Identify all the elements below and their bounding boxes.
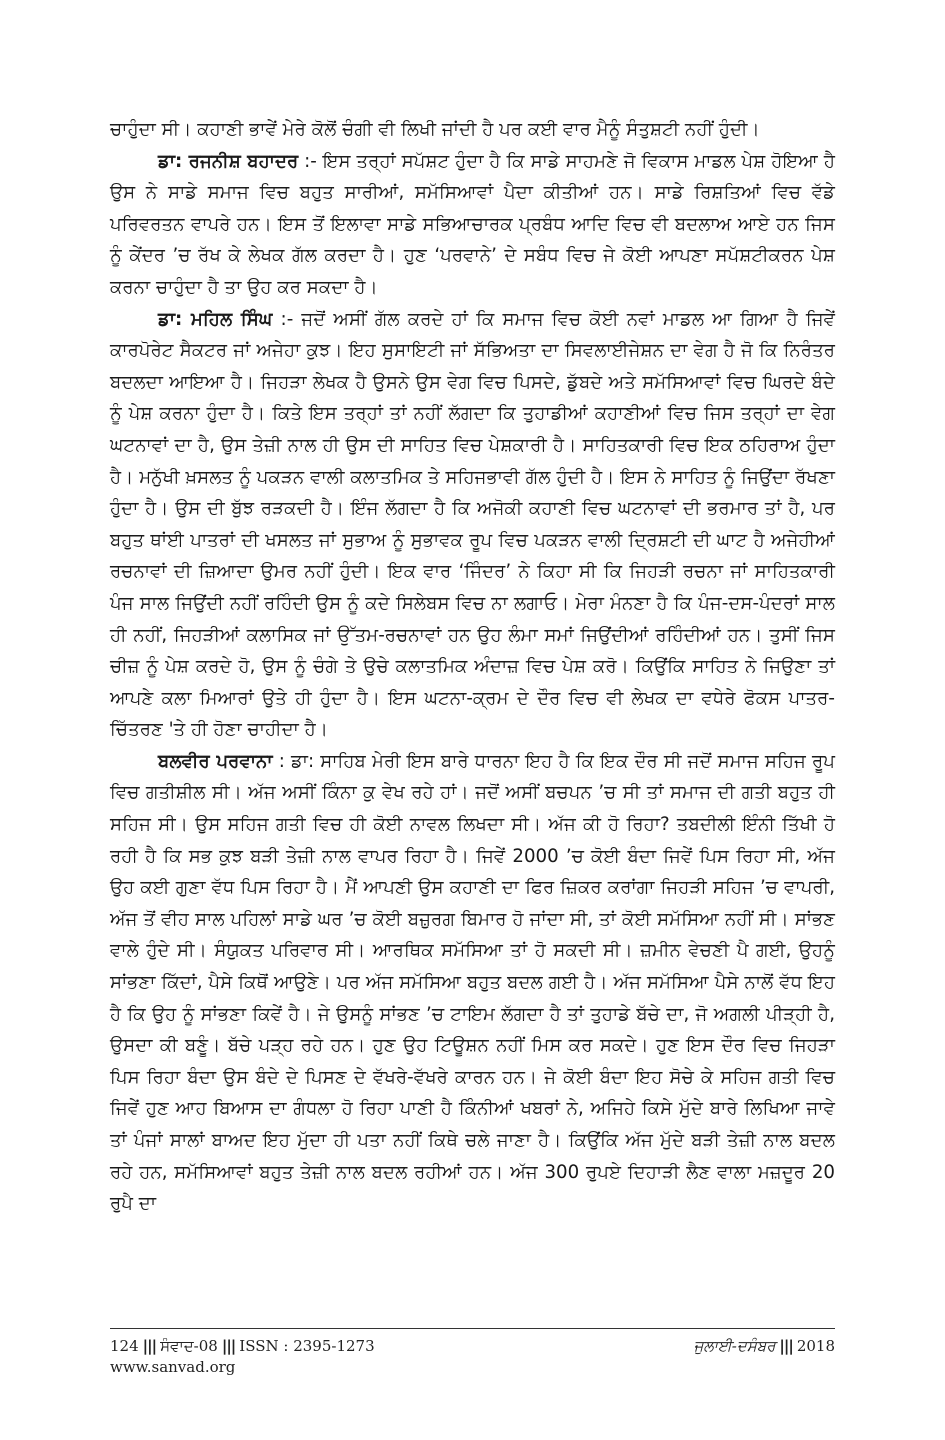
paragraph-mahil-singh [110,304,835,746]
speaker-name: ਡਾ: ਰਜਨੀਸ਼ ਬਹਾਦਰ [158,150,299,172]
website-link[interactable]: www.sanvad.org [110,1358,236,1376]
footer-separator: ||| [221,1337,236,1355]
footer-separator: ||| [779,1337,793,1355]
footer-right [694,1336,835,1357]
paragraph-balvir-parwana [110,746,835,1220]
paragraph-text: : ਡਾ: ਸਾਹਿਬ ਮੇਰੀ ਇਸ ਬਾਰੇ ਧਾਰਨਾ ਇਹ ਹੈ ਕਿ ਇਕ ਦੌਰ ਸੀ ਜਦੋਂ ਸਮਾਜ ਸਹਿਜ ਰੂਪ ਵਿਚ ਗਤੀਸ਼ੀਲ ਸੀ। ਅੱਜ ਅਸੀਂ ਕਿੰਨਾ ਕੁ ਵੇਖ ਰਹੇ ਹਾਂ। ਜਦੋਂ ਅਸੀਂ ਬਚਪਨ ’ਚ ਸੀ ਤਾਂ ਸਮਾਜ ਦੀ ਗਤੀ ਬਹੁਤ ਹੀ ਸਹਿਜ ਸੀ। ਉਸ ਸਹਿਜ ਗਤੀ ਵਿਚ ਹੀ ਕੋਈ ਨਾਵਲ ਲਿਖਦਾ ਸੀ। ਅੱਜ ਕੀ ਹੋ ਰਿਹਾ? ਤਬਦੀਲੀ ਇੰਨੀ ਤਿੱਖੀ ਹੋ ਰਹੀ ਹੈ ਕਿ ਸਭ ਕੁਝ ਬੜੀ ਤੇਜ਼ੀ ਨਾਲ ਵਾਪਰ ਰਿਹਾ ਹੈ। ਜਿਵੇਂ 2000 ’ਚ ਕੋਈ ਬੰਦਾ ਜਿਵੇਂ ਪਿਸ ਰਿਹਾ ਸੀ, ਅੱਜ ਉਹ ਕਈ ਗੁਣਾ ਵੱਧ ਪਿਸ ਰਿਹਾ ਹੈ। ਮੈਂ ਆਪਣੀ ਉਸ ਕਹਾਣੀ ਦਾ ਫਿਰ ਜ਼ਿਕਰ ਕਰਾਂਗਾ ਜਿਹੜੀ ਸਹਿਜ ’ਚ ਵਾਪਰੀ, ਅੱਜ ਤੋਂ ਵੀਹ ਸਾਲ ਪਹਿਲਾਂ ਸਾਡੇ ਘਰ ’ਚ ਕੋਈ ਬਜ਼ੁਰਗ ਬਿਮਾਰ ਹੋ ਜਾਂਦਾ ਸੀ, ਤਾਂ ਕੋਈ ਸਮੱਸਿਆ ਨਹੀਂ ਸੀ। ਸਾਂਭਣ ਵਾਲੇ ਹੁੰਦੇ ਸੀ। ਸੰਯੁਕਤ ਪਰਿਵਾਰ ਸੀ। ਆਰਥਿਕ ਸਮੱਸਿਆ ਤਾਂ ਹੋ ਸਕਦੀ ਸੀ। ਜ਼ਮੀਨ ਵੇਚਣੀ ਪੈ ਗਈ, ਉਹਨੂੰ ਸਾਂਭਣਾ ਕਿੱਦਾਂ, ਪੈਸੇ ਕਿਥੋਂ ਆਉਣੇ। ਪਰ ਅੱਜ ਸਮੱਸਿਆ ਬਹੁਤ ਬਦਲ ਗਈ ਹੈ। ਅੱਜ ਸਮੱਸਿਆ ਪੈਸੇ ਨਾਲੋਂ ਵੱਧ ਇਹ ਹੈ ਕਿ ਉਹ ਨੂੰ ਸਾਂਭਣਾ ਕਿਵੇਂ ਹੈ। ਜੇ ਉਸਨੂੰ ਸਾਂਭਣ ’ਚ ਟਾਇਮ ਲੱਗਦਾ ਹੈ ਤਾਂ ਤੁਹਾਡੇ ਬੱਚੇ ਦਾ, ਜੋ ਅਗਲੀ ਪੀੜ੍ਹੀ ਹੈ, ਉਸਦਾ ਕੀ ਬਣੂੰ। ਬੱਚੇ ਪੜ੍ਹ ਰਹੇ ਹਨ। ਹੁਣ ਉਹ ਟਿਊਸ਼ਨ ਨਹੀਂ ਮਿਸ ਕਰ ਸਕਦੇ। ਹੁਣ ਇਸ ਦੌਰ ਵਿਚ ਜਿਹੜਾ ਪਿਸ ਰਿਹਾ ਬੰਦਾ ਉਸ ਬੰਦੇ ਦੇ ਪਿਸਣ ਦੇ ਵੱਖਰੇ-ਵੱਖਰੇ ਕਾਰਨ ਹਨ। ਜੇ ਕੋਈ ਬੰਦਾ ਇਹ ਸੋਚੇ ਕੇ ਸਹਿਜ ਗਤੀ ਵਿਚ ਜਿਵੇਂ ਹੁਣ ਆਹ ਬਿਆਸ ਦਾ ਗੰਧਲਾ ਹੋ ਰਿਹਾ ਪਾਣੀ ਹੈ ਕਿੰਨੀਆਂ ਖਬਰਾਂ ਨੇ, ਅਜਿਹੇ ਕਿਸੇ ਮੁੱਦੇ ਬਾਰੇ ਲਿਖਿਆ ਜਾਵੇ ਤਾਂ ਪੰਜਾਂ ਸਾਲਾਂ ਬਾਅਦ ਇਹ ਮੁੱਦਾ ਹੀ ਪਤਾ ਨਹੀਂ ਕਿਥੇ ਚਲੇ ਜਾਣਾ ਹੈ। ਕਿਉਂਕਿ ਅੱਜ ਮੁੱਦੇ ਬੜੀ ਤੇਜ਼ੀ ਨਾਲ ਬਦਲ ਰਹੇ ਹਨ, ਸਮੱਸਿਆਵਾਂ ਬਹੁਤ ਤੇਜ਼ੀ ਨਾਲ ਬਦਲ ਰਹੀਆਂ ਹਨ। ਅੱਜ 300 ਰੁਪਏ ਦਿਹਾੜੀ ਲੈਣ ਵਾਲਾ ਮਜ਼ਦੂਰ 20 ਰੁਪੈ ਦਾ [110,750,835,1215]
speaker-name: ਡਾ: ਮਹਿਲ ਸਿੰਘ [158,308,273,330]
paragraph-text: :- ਜਦੋਂ ਅਸੀਂ ਗੱਲ ਕਰਦੇ ਹਾਂ ਕਿ ਸਮਾਜ ਵਿਚ ਕੋਈ ਨਵਾਂ ਮਾਡਲ ਆ ਗਿਆ ਹੈ ਜਿਵੇਂ ਕਾਰਪੋਰੇਟ ਸੈਕਟਰ ਜਾਂ ਅਜੇਹਾ ਕੁਝ। ਇਹ ਸੁਸਾਇਟੀ ਜਾਂ ਸੱਭਿਅਤਾ ਦਾ ਸਿਵਲਾਈਜੇਸ਼ਨ ਦਾ ਵੇਗ ਹੈ ਜੋ ਕਿ ਨਿਰੰਤਰ ਬਦਲਦਾ ਆਇਆ ਹੈ। ਜਿਹੜਾ ਲੇਖਕ ਹੈ ਉਸਨੇ ਉਸ ਵੇਗ ਵਿਚ ਪਿਸਦੇ, ਡੁੱਬਦੇ ਅਤੇ ਸਮੱਸਿਆਵਾਂ ਵਿਚ ਘਿਰਦੇ ਬੰਦੇ ਨੂੰ ਪੇਸ਼ ਕਰਨਾ ਹੁੰਦਾ ਹੈ। ਕਿਤੇ ਇਸ ਤਰ੍ਹਾਂ ਤਾਂ ਨਹੀਂ ਲੱਗਦਾ ਕਿ ਤੁਹਾਡੀਆਂ ਕਹਾਣੀਆਂ ਵਿਚ ਜਿਸ ਤਰ੍ਹਾਂ ਦਾ ਵੇਗ ਘਟਨਾਵਾਂ ਦਾ ਹੈ, ਉਸ ਤੇਜ਼ੀ ਨਾਲ ਹੀ ਉਸ ਦੀ ਸਾਹਿਤ ਵਿਚ ਪੇਸ਼ਕਾਰੀ ਹੈ। ਸਾਹਿਤਕਾਰੀ ਵਿਚ ਇਕ ਠਹਿਰਾਅ ਹੁੰਦਾ ਹੈ। ਮਨੁੱਖੀ ਖ਼ਸਲਤ ਨੂੰ ਪਕੜਨ ਵਾਲੀ ਕਲਾਤਮਿਕ ਤੇ ਸਹਿਜਭਾਵੀ ਗੱਲ ਹੁੰਦੀ ਹੈ। ਇਸ ਨੇ ਸਾਹਿਤ ਨੂੰ ਜਿਉਂਦਾ ਰੱਖਣਾ ਹੁੰਦਾ ਹੈ। ਉਸ ਦੀ ਬੁੱਝ ਰੜਕਦੀ ਹੈ। ਇੰਜ ਲੱਗਦਾ ਹੈ ਕਿ ਅਜੋਕੀ ਕਹਾਣੀ ਵਿਚ ਘਟਨਾਵਾਂ ਦੀ ਭਰਮਾਰ ਤਾਂ ਹੈ, ਪਰ ਬਹੁਤ ਥਾਂਈ ਪਾਤਰਾਂ ਦੀ ਖਸਲਤ ਜਾਂ ਸੁਭਾਅ ਨੂੰ ਸੁਭਾਵਕ ਰੂਪ ਵਿਚ ਪਕੜਨ ਵਾਲੀ ਦ੍ਰਿਸ਼ਟੀ ਦੀ ਘਾਟ ਹੈ ਅਜੇਹੀਆਂ ਰਚਨਾਵਾਂ ਦੀ ਜ਼ਿਆਦਾ ਉਮਰ ਨਹੀਂ ਹੁੰਦੀ। ਇਕ ਵਾਰ ‘ਜਿੰਦਰ’ ਨੇ ਕਿਹਾ ਸੀ ਕਿ ਜਿਹੜੀ ਰਚਨਾ ਜਾਂ ਸਾਹਿਤਕਾਰੀ ਪੰਜ ਸਾਲ ਜਿਉਂਦੀ ਨਹੀਂ ਰਹਿੰਦੀ ਉਸ ਨੂੰ ਕਦੇ ਸਿਲੇਬਸ ਵਿਚ ਨਾ ਲਗਾਓ। ਮੇਰਾ ਮੰਨਣਾ ਹੈ ਕਿ ਪੰਜ-ਦਸ-ਪੰਦਰਾਂ ਸਾਲ ਹੀ ਨਹੀਂ, ਜਿਹੜੀਆਂ ਕਲਾਸਿਕ ਜਾਂ ਉੱਤਮ-ਰਚਨਾਵਾਂ ਹਨ ਉਹ ਲੰਮਾ ਸਮਾਂ ਜਿਉਂਦੀਆਂ ਰਹਿੰਦੀਆਂ ਹਨ। ਤੁਸੀਂ ਜਿਸ ਚੀਜ਼ ਨੂੰ ਪੇਸ਼ ਕਰਦੇ ਹੋ, ਉਸ ਨੂੰ ਚੰਗੇ ਤੇ ਉਚੇ ਕਲਾਤਮਿਕ ਅੰਦਾਜ਼ ਵਿਚ ਪੇਸ਼ ਕਰੋ। ਕਿਉਂਕਿ ਸਾਹਿਤ ਨੇ ਜਿਉਣਾ ਤਾਂ ਆਪਣੇ ਕਲਾ ਮਿਆਰਾਂ ਉਤੇ ਹੀ ਹੁੰਦਾ ਹੈ। ਇਸ ਘਟਨਾ-ਕ੍ਰਮ ਦੇ ਦੌਰ ਵਿਚ ਵੀ ਲੇਖਕ ਦਾ ਵਧੇਰੇ ਫੋਕਸ ਪਾਤਰ-ਚਿੱਤਰਣ 'ਤੇ ਹੀ ਹੋਣਾ ਚਾਹੀਦਾ ਹੈ। [110,308,835,741]
issn: ISSN : 2395-1273 [239,1337,375,1355]
paragraph-text: ਚਾਹੁੰਦਾ ਸੀ। ਕਹਾਣੀ ਭਾਵੇਂ ਮੇਰੇ ਕੋਲੋਂ ਚੰਗੀ ਵੀ ਲਿਖੀ ਜਾਂਦੀ ਹੈ ਪਰ ਕਈ ਵਾਰ ਮੈਨੂੰ ਸੰਤੁਸ਼ਟੀ ਨਹੀਂ ਹੁੰਦੀ। [110,119,760,140]
paragraph-rajneesh-bahadur [110,146,835,304]
issue-period: ਜੁਲਾਈ-ਦਸੰਬਰ [693,1337,776,1355]
footer-separator: ||| [142,1337,157,1355]
page-number: 124 [110,1337,139,1355]
paragraph-continuation [110,114,835,146]
issue-year: 2018 [796,1337,835,1355]
footer-left [110,1336,375,1378]
speaker-name: ਬਲਵੀਰ ਪਰਵਾਨਾ [158,750,273,772]
footer-meta-line [110,1336,375,1357]
paragraph-text: :- ਇਸ ਤਰ੍ਹਾਂ ਸਪੱਸ਼ਟ ਹੁੰਦਾ ਹੈ ਕਿ ਸਾਡੇ ਸਾਹਮਣੇ ਜੋ ਵਿਕਾਸ ਮਾਡਲ ਪੇਸ਼ ਹੋਇਆ ਹੈ ਉਸ ਨੇ ਸਾਡੇ ਸਮਾਜ ਵਿਚ ਬਹੁਤ ਸਾਰੀਆਂ, ਸਮੱਸਿਆਵਾਂ ਪੈਦਾ ਕੀਤੀਆਂ ਹਨ। ਸਾਡੇ ਰਿਸ਼ਤਿਆਂ ਵਿਚ ਵੱਡੇ ਪਰਿਵਰਤਨ ਵਾਪਰੇ ਹਨ। ਇਸ ਤੋਂ ਇਲਾਵਾ ਸਾਡੇ ਸਭਿਆਚਾਰਕ ਪ੍ਰਬੰਧ ਆਦਿ ਵਿਚ ਵੀ ਬਦਲਾਅ ਆਏ ਹਨ ਜਿਸ ਨੂੰ ਕੇਂਦਰ ’ਚ ਰੱਖ ਕੇ ਲੇਖਕ ਗੱਲ ਕਰਦਾ ਹੈ। ਹੁਣ ‘ਪਰਵਾਨੇ’ ਦੇ ਸਬੰਧ ਵਿਚ ਜੇ ਕੋਈ ਆਪਣਾ ਸਪੱਸ਼ਟੀਕਰਨ ਪੇਸ਼ ਕਰਨਾ ਚਾਹੁੰਦਾ ਹੈ ਤਾ ਉਹ ਕਰ ਸਕਦਾ ਹੈ। [110,150,836,298]
footer-divider [110,1328,835,1329]
article-body [110,114,835,1220]
journal-name: ਸੰਵਾਦ-08 [160,1337,218,1355]
